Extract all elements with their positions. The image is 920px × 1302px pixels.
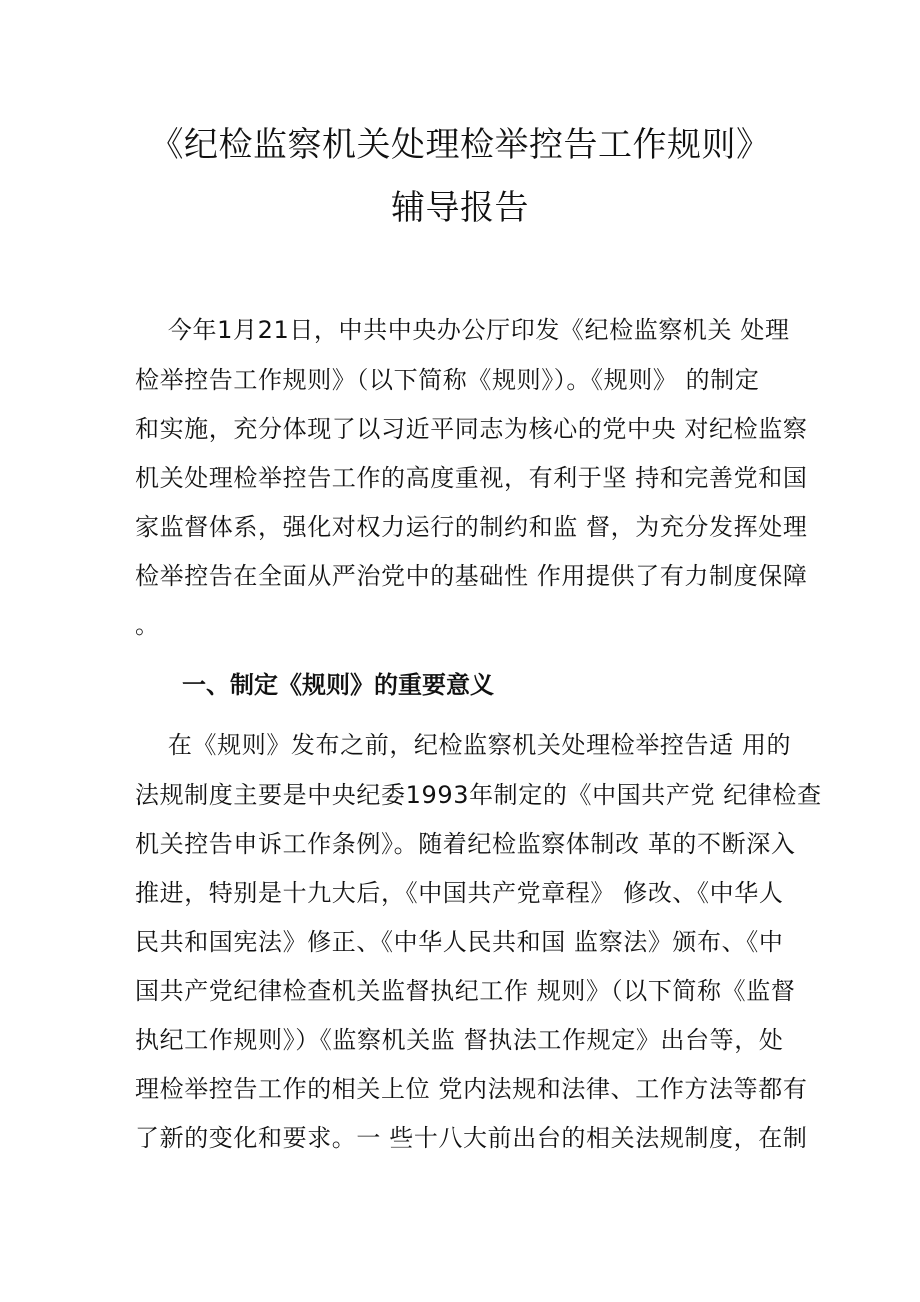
paragraph-2-line: 执纪工作规则》）《监察机关监 督执法工作规定》出台等，处 xyxy=(135,1026,784,1054)
paragraph-1-line: 和实施，充分体现了以习近平同志为核心的党中央 对纪检监察 xyxy=(135,415,808,443)
paragraph-1-line: 机关处理检举控告工作的高度重视，有利于坚 持和完善党和国 xyxy=(135,464,808,492)
document-title: 《纪检监察机关处理检举控告工作规则》 xyxy=(149,125,771,165)
paragraph-2-line: 了新的变化和要求。一 些十八大前出台的相关法规制度，在制 xyxy=(135,1124,808,1152)
paragraph-2-line: 国共产党纪律检查机关监督执纪工作 规则》（以下简称《监督 xyxy=(135,977,796,1005)
paragraph-1-line: 今年1月21日，中共中央办公厅印发《纪检监察机关 处理 xyxy=(135,316,790,344)
document-subtitle: 辅导报告 xyxy=(391,188,529,228)
paragraph-1-line: 检举控告工作规则》（以下简称《规则》）。《规则》 的制定 xyxy=(135,366,760,394)
paragraph-1-line: 家监督体系，强化对权力运行的制约和监 督，为充分发挥处理 xyxy=(135,513,808,541)
paragraph-1-line: 检举控告在全面从严治党中的基础性 作用提供了有力制度保障 xyxy=(135,562,808,590)
paragraph-2-line: 机关控告申诉工作条例》。随着纪检监察体制改 革的不断深入 xyxy=(135,830,796,858)
paragraph-2-line: 法规制度主要是中央纪委1993年制定的《中国共产党 纪律检查 xyxy=(135,781,822,809)
paragraph-2-line: 在《规则》发布之前，纪检监察机关处理检举控告适 用的 xyxy=(135,731,792,759)
paragraph-2-line: 推进，特别是十九大后，《中国共产党章程》 修改、《中华人 xyxy=(135,879,784,907)
paragraph-2-line: 理检举控告工作的相关上位 党内法规和法律、工作方法等都有 xyxy=(135,1075,808,1103)
paragraph-1-line: 。 xyxy=(135,611,160,639)
section-heading: 一、制定《规则》的重要意义 xyxy=(182,671,494,699)
paragraph-2-line: 民共和国宪法》修正、《中华人民共和国 监察法》颁布、《中 xyxy=(135,928,784,956)
